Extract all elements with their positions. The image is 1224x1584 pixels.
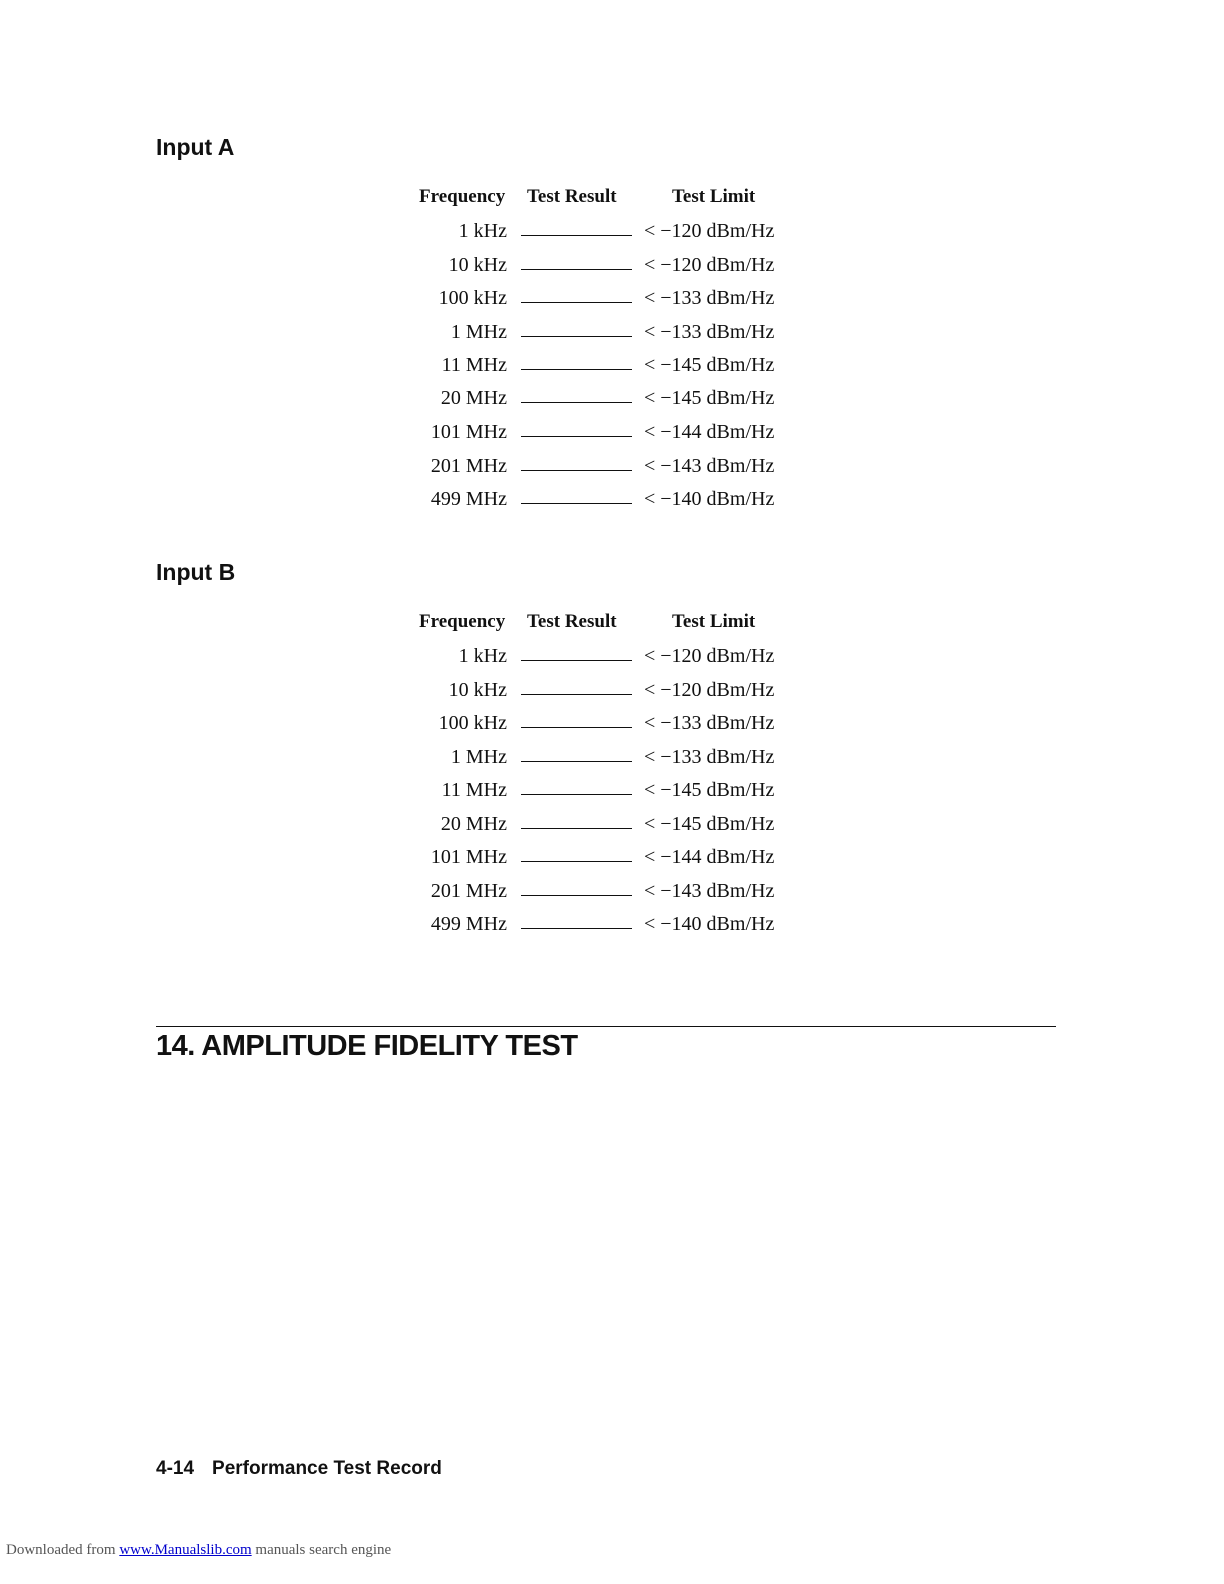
test-limit-cell: < −145 dBm/Hz (644, 813, 775, 835)
table-row (0, 354, 1224, 378)
frequency-cell: 1 kHz (458, 645, 507, 667)
frequency-header: Frequency (419, 611, 506, 632)
test-limit-cell: < −140 dBm/Hz (644, 488, 775, 510)
test-result-blank (521, 828, 632, 829)
input-a-heading: Input A (156, 134, 235, 160)
table-row (0, 321, 1224, 345)
test-result-blank (521, 402, 632, 403)
test-limit-header: Test Limit (672, 186, 756, 207)
table-row (0, 287, 1224, 311)
table-row (0, 421, 1224, 445)
frequency-cell: 11 MHz (441, 779, 507, 801)
test-result-header: Test Result (527, 611, 617, 632)
test-result-blank (521, 235, 632, 236)
frequency-cell: 20 MHz (440, 387, 507, 409)
frequency-cell: 100 kHz (438, 712, 507, 734)
test-limit-cell: < −133 dBm/Hz (644, 712, 775, 734)
test-limit-cell: < −140 dBm/Hz (644, 913, 775, 935)
table-row (0, 913, 1224, 937)
download-prefix: Downloaded from (6, 1542, 116, 1558)
section-divider (156, 1026, 1056, 1027)
table-row (0, 880, 1224, 904)
test-result-blank (521, 336, 632, 337)
frequency-cell: 10 kHz (448, 254, 507, 276)
test-limit-header: Test Limit (672, 611, 756, 632)
test-result-blank (521, 861, 632, 862)
frequency-cell: 201 MHz (430, 455, 507, 477)
test-limit-cell: < −133 dBm/Hz (644, 321, 775, 343)
table-header-row (0, 611, 1224, 635)
table-row (0, 645, 1224, 669)
frequency-cell: 201 MHz (430, 880, 507, 902)
test-result-header: Test Result (527, 186, 617, 207)
frequency-cell: 499 MHz (430, 488, 507, 510)
test-limit-cell: < −120 dBm/Hz (644, 220, 775, 242)
table-header-row (0, 186, 1224, 210)
frequency-cell: 100 kHz (438, 287, 507, 309)
table-row (0, 455, 1224, 479)
test-result-blank (521, 660, 632, 661)
frequency-cell: 10 kHz (448, 679, 507, 701)
frequency-cell: 1 kHz (458, 220, 507, 242)
test-result-blank (521, 369, 632, 370)
test-result-blank (521, 470, 632, 471)
table-row (0, 488, 1224, 512)
test-limit-cell: < −143 dBm/Hz (644, 455, 775, 477)
table-row (0, 779, 1224, 803)
test-limit-cell: < −120 dBm/Hz (644, 254, 775, 276)
test-result-blank (521, 794, 632, 795)
test-limit-cell: < −120 dBm/Hz (644, 645, 775, 667)
section-title: 14. AMPLITUDE FIDELITY TEST (156, 1030, 578, 1062)
footer-section-name: Performance Test Record (212, 1458, 442, 1479)
manualslib-link[interactable]: www.Manualslib.com (119, 1542, 252, 1558)
page-number: 4-14 (156, 1458, 195, 1479)
frequency-header: Frequency (419, 186, 506, 207)
table-row (0, 746, 1224, 770)
input-b-heading: Input B (156, 559, 236, 585)
frequency-cell: 11 MHz (441, 354, 507, 376)
test-limit-cell: < −120 dBm/Hz (644, 679, 775, 701)
test-result-blank (521, 269, 632, 270)
test-limit-cell: < −145 dBm/Hz (644, 387, 775, 409)
table-row (0, 387, 1224, 411)
test-limit-cell: < −145 dBm/Hz (644, 779, 775, 801)
test-result-blank (521, 727, 632, 728)
download-note (6, 1542, 391, 1559)
test-limit-cell: < −144 dBm/Hz (644, 421, 775, 443)
test-result-blank (521, 928, 632, 929)
test-result-blank (521, 694, 632, 695)
test-limit-cell: < −133 dBm/Hz (644, 287, 775, 309)
table-row (0, 813, 1224, 837)
frequency-cell: 499 MHz (430, 913, 507, 935)
frequency-cell: 1 MHz (450, 321, 507, 343)
test-limit-cell: < −145 dBm/Hz (644, 354, 775, 376)
test-limit-cell: < −133 dBm/Hz (644, 746, 775, 768)
test-result-blank (521, 302, 632, 303)
frequency-cell: 101 MHz (430, 421, 507, 443)
test-result-blank (521, 761, 632, 762)
frequency-cell: 20 MHz (440, 813, 507, 835)
table-row (0, 220, 1224, 244)
test-limit-cell: < −143 dBm/Hz (644, 880, 775, 902)
download-suffix: manuals search engine (255, 1542, 392, 1558)
table-row (0, 846, 1224, 870)
test-result-blank (521, 503, 632, 504)
table-row (0, 712, 1224, 736)
test-limit-cell: < −144 dBm/Hz (644, 846, 775, 868)
table-row (0, 679, 1224, 703)
table-row (0, 254, 1224, 278)
test-result-blank (521, 436, 632, 437)
test-result-blank (521, 895, 632, 896)
frequency-cell: 101 MHz (430, 846, 507, 868)
page-footer (156, 1458, 442, 1480)
frequency-cell: 1 MHz (450, 746, 507, 768)
